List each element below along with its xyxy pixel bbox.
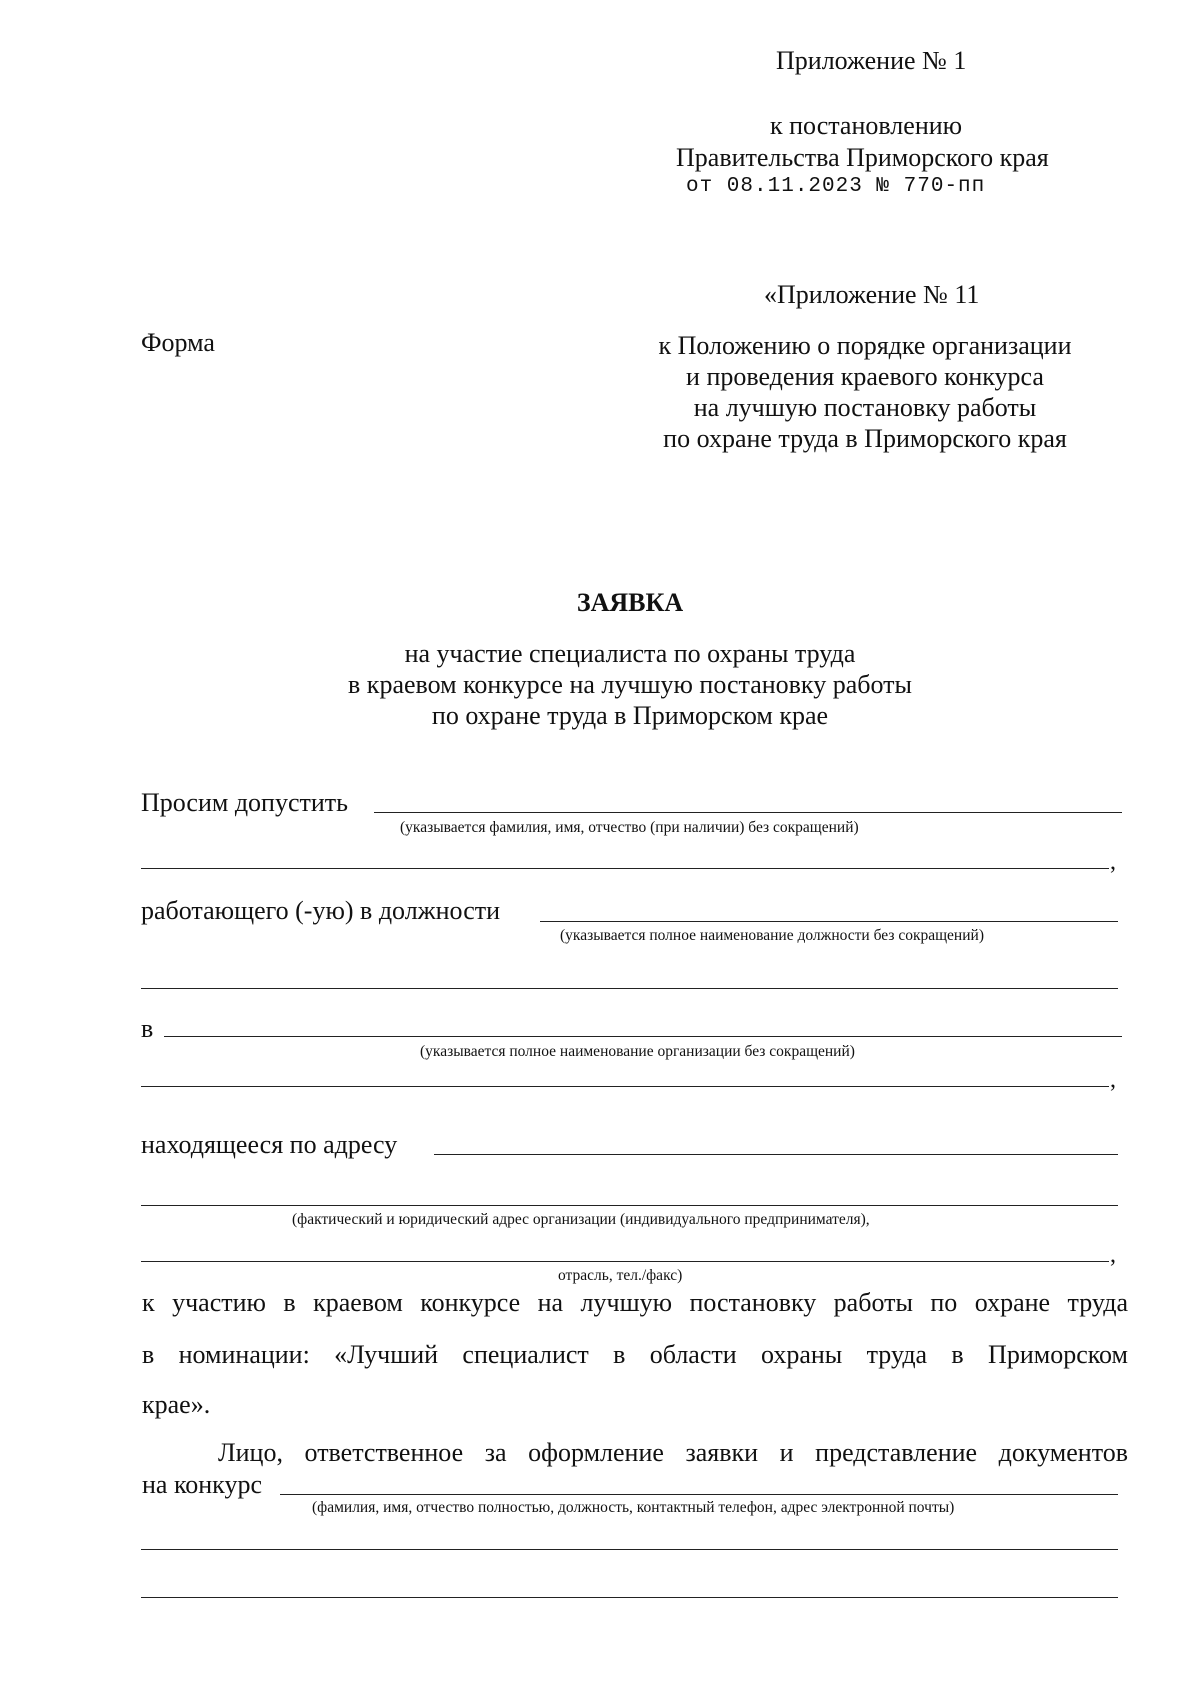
comma: , xyxy=(1110,849,1116,875)
responsible-hint: (фамилия, имя, отчество полностью, должность, контактный телефон, адрес электронной почты) xyxy=(312,1499,955,1516)
admit-name-line-2[interactable] xyxy=(141,868,1109,869)
org-hint: (указывается полное наименование организации без сокращений) xyxy=(420,1043,855,1060)
admit-label: Просим допустить xyxy=(141,788,349,817)
position-label: работающего (-ую) в должности xyxy=(141,896,501,925)
form-label: Форма xyxy=(141,328,215,357)
appendix-date-number: от 08.11.2023 № 770-пп xyxy=(686,175,986,198)
body-line: крае». xyxy=(142,1390,211,1419)
admit-hint: (указывается фамилия, имя, отчество (при наличии) без сокращений) xyxy=(400,819,859,836)
responsible-line-field[interactable] xyxy=(280,1494,1118,1495)
admit-name-line[interactable] xyxy=(374,812,1122,813)
comma: , xyxy=(1110,1242,1116,1268)
comma: , xyxy=(1110,1067,1116,1093)
industry-hint: отрасль, тел./факс) xyxy=(558,1267,683,1284)
responsible-line: Лицо, ответственное за оформление заявки и представление документов xyxy=(218,1438,1128,1467)
position-line[interactable] xyxy=(540,921,1118,922)
appendix-number: Приложение № 1 xyxy=(776,46,967,75)
address-line-2[interactable] xyxy=(141,1205,1118,1206)
responsible-line-field-3[interactable] xyxy=(141,1597,1118,1598)
inner-appendix-number: «Приложение № 11 xyxy=(764,280,980,309)
inner-appendix-line: и проведения краевого конкурса xyxy=(686,362,1044,391)
subtitle-line: в краевом конкурсе на лучшую постановку работы xyxy=(348,670,912,699)
appendix-government: Правительства Приморского края xyxy=(676,143,1049,172)
org-label: в xyxy=(141,1014,154,1043)
inner-appendix-line: на лучшую постановку работы xyxy=(693,393,1037,422)
inner-appendix-line: по охране труда в Приморского края xyxy=(663,424,1067,453)
position-hint: (указывается полное наименование должности без сокращений) xyxy=(560,927,984,944)
industry-line[interactable] xyxy=(141,1261,1109,1262)
appendix-to-resolution: к постановлению xyxy=(770,111,963,140)
responsible-label: на конкурс xyxy=(142,1470,262,1499)
document-title: ЗАЯВКА xyxy=(576,588,684,617)
address-hint: (фактический и юридический адрес организации (индивидуального предпринимателя), xyxy=(292,1211,870,1228)
org-line-2[interactable] xyxy=(141,1086,1109,1087)
subtitle-line: по охране труда в Приморском крае xyxy=(431,701,829,730)
responsible-line-field-2[interactable] xyxy=(141,1549,1118,1550)
inner-appendix-line: к Положению о порядке организации xyxy=(658,331,1072,360)
address-label: находящееся по адресу xyxy=(141,1130,398,1159)
org-line[interactable] xyxy=(164,1036,1122,1037)
document-subtitle xyxy=(270,638,990,731)
body-line: к участию в краевом конкурсе на лучшую постановку работы по охране труда xyxy=(142,1288,1128,1317)
position-line-2[interactable] xyxy=(141,988,1118,989)
subtitle-line: на участие специалиста по охраны труда xyxy=(404,639,856,668)
address-line[interactable] xyxy=(434,1154,1118,1155)
inner-appendix-lines xyxy=(620,330,1110,454)
body-line: в номинации: «Лучший специалист в области охраны труда в Приморском xyxy=(142,1340,1128,1369)
